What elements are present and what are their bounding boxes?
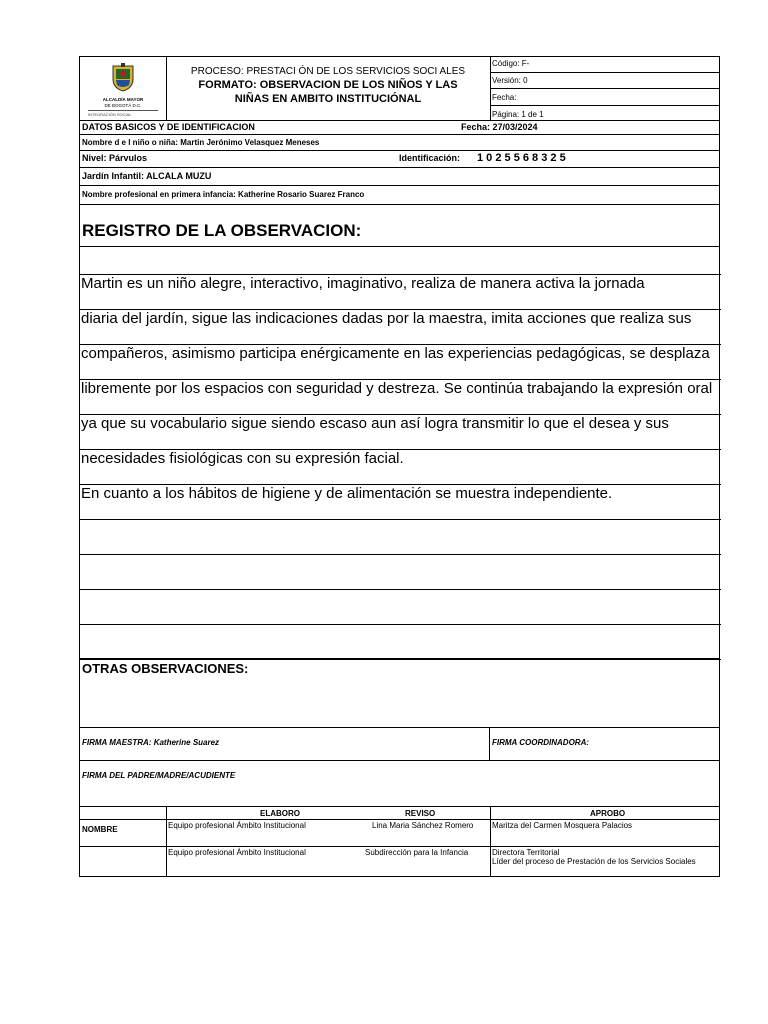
footer-aprobo-2a: Directora Territorial (492, 848, 560, 857)
registro-line: diaria del jardín, sigue las indicaciones dadas por la maestra, imita acciones que realiza sus (80, 310, 721, 345)
logo-text-1: ALCALDÍA MAYOR (102, 97, 144, 102)
registro-line: compañeros, asimismo participa enérgicamente en las experiencias pedagógicas, se desplaza (80, 345, 721, 380)
firma-row (79, 728, 720, 761)
footer-col-elaboro: ELABORO (260, 809, 300, 818)
footer-elaboro-2: Equipo profesional Ámbito Institucional (168, 848, 306, 857)
footer-nombre-label: NOMBRE (82, 825, 118, 834)
registro-line: ya que su vocabulario sigue siendo escaso aun así logra transmitir lo que el desea y sus (80, 415, 721, 450)
identificacion-value: 1 0 2 5 5 6 8 3 2 5 (477, 152, 566, 164)
fecha-cell: Fecha: (490, 89, 719, 106)
registro-line (80, 590, 721, 625)
footer-reviso-1: Lina Maria Sánchez Romero (372, 821, 474, 830)
nombre-nino-row (79, 135, 720, 151)
footer-elaboro-1: Equipo profesional Ámbito Institucional (168, 821, 306, 830)
firma-padre-row (79, 761, 720, 807)
jardin-text: Jardín Infantil: ALCALA MUZU (82, 171, 212, 181)
identificacion-label: Identificación: (399, 153, 461, 163)
logo-cell (80, 57, 167, 120)
profesional-row (79, 186, 720, 205)
registro-line (80, 625, 721, 660)
registro-line (80, 520, 721, 555)
proceso-text: PROCESO: PRESTACI ÓN DE LOS SERVICIOS SOCI ALES (190, 66, 466, 77)
nombre-nino-text: Nombre d e l niño o niña: Martin Jerónimo Velasquez Meneses (82, 138, 320, 147)
datos-basicos-row (79, 121, 720, 135)
firma-coordinadora-label: FIRMA COORDINADORA: (492, 738, 590, 747)
registro-lines (79, 247, 720, 660)
firma-maestra-label: FIRMA MAESTRA: Katherine Suarez (82, 738, 220, 747)
formato-line-1: FORMATO: OBSERVACION DE LOS NIÑOS Y LAS (198, 79, 458, 91)
footer-aprobo-1: Maritza del Carmen Mosquera Palacios (492, 821, 633, 830)
footer-row-1 (80, 820, 719, 847)
registro-line: Martin es un niño alegre, interactivo, imaginativo, realiza de manera activa la jornada (80, 275, 721, 310)
logo-text-2: DE BOGOTÁ D.C. (104, 103, 142, 108)
registro-line: En cuanto a los hábitos de higiene y de alimentación se muestra independiente. (80, 485, 721, 520)
registro-line (80, 555, 721, 590)
footer-reviso-2: Subdirección para la Infancia (365, 848, 469, 857)
header-block (79, 56, 720, 121)
footer-col-reviso: REVISO (405, 809, 436, 818)
footer-header-row (80, 807, 719, 820)
firma-maestra-cell (80, 728, 490, 760)
registro-title: REGISTRO DE LA OBSERVACION: (82, 221, 362, 240)
coat-of-arms-logo (110, 63, 136, 93)
firma-padre-label: FIRMA DEL PADRE/MADRE/ACUDIENTE (82, 771, 236, 780)
fecha-value: Fecha: 27/03/2024 (461, 122, 538, 132)
codigo-cell: Código: F- (490, 57, 719, 73)
pagina-cell: Página: 1 de 1 (492, 110, 544, 119)
registro-line: necesidades fisiológicas con su expresión facial. (80, 450, 721, 485)
otras-observaciones-title: OTRAS OBSERVACIONES: (82, 661, 249, 676)
profesional-text: Nombre profesional en primera infancia: Katherine Rosario Suarez Franco (82, 190, 365, 199)
registro-line (80, 247, 721, 275)
footer-table (79, 807, 720, 877)
formato-line-2: NIÑAS EN AMBITO INSTITUCIÓNAL (234, 93, 422, 105)
logo-text-3: INTEGRACIÓN SOCIAL (88, 112, 132, 117)
datos-basicos-title: DATOS BASICOS Y DE IDENTIFICACION (82, 122, 255, 132)
jardin-row (79, 168, 720, 186)
version-cell: Versión: 0 (490, 73, 719, 89)
title-cell (166, 57, 491, 120)
nivel-row (79, 151, 720, 168)
otras-observaciones-box (79, 658, 720, 728)
registro-line: libremente por los espacios con seguridad y destreza. Se continúa trabajando la expresión oral (80, 380, 721, 415)
footer-aprobo-2b: Líder del proceso de Prestación de los Servicios Sociales (492, 857, 696, 866)
nivel-text: Nivel: Párvulos (82, 153, 148, 163)
footer-col-aprobo: APROBO (590, 809, 626, 818)
logo-divider (88, 110, 158, 111)
footer-row-2 (80, 847, 719, 876)
registro-title-row (79, 205, 720, 247)
